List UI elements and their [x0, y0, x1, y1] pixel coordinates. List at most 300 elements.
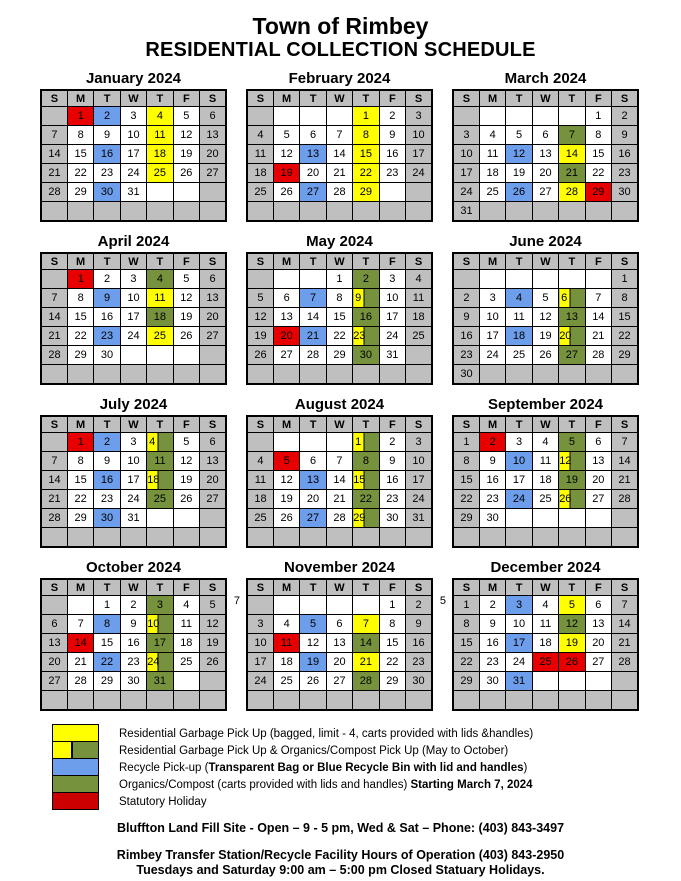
day-cell: 29: [67, 183, 93, 202]
day-cell: 17: [247, 653, 273, 672]
empty-cell: [585, 365, 611, 385]
day-cell: 25: [532, 490, 558, 509]
day-cell: 26: [532, 346, 558, 365]
day-cell: 8: [353, 126, 379, 145]
day-cell: 2: [94, 433, 120, 452]
weekday-header: F: [585, 253, 611, 270]
weekday-header: W: [532, 90, 558, 107]
day-cell: 30: [353, 346, 379, 365]
day-cell: 21: [326, 490, 352, 509]
day-cell: 13: [200, 452, 226, 471]
day-cell: 16: [453, 327, 479, 346]
empty-cell: [585, 691, 611, 711]
weekday-header: M: [479, 253, 505, 270]
month-table: [246, 415, 433, 548]
weekday-header: S: [406, 90, 432, 107]
empty-cell: [247, 528, 273, 548]
empty-cell: [200, 528, 226, 548]
legend-label: Residential Garbage Pick Up & Organics/Compost Pick Up (May to October): [119, 744, 509, 757]
empty-cell: [406, 365, 432, 385]
day-cell: 18: [173, 634, 199, 653]
day-cell: 30: [379, 509, 405, 528]
empty-cell: [326, 202, 352, 222]
day-cell: 25: [173, 653, 199, 672]
day-cell: 27: [585, 490, 611, 509]
day-cell: 23: [479, 490, 505, 509]
day-cell: 21: [585, 327, 611, 346]
day-cell: 21: [41, 164, 67, 183]
day-cell: 19: [532, 327, 558, 346]
empty-cell: [67, 202, 93, 222]
day-cell: 3: [479, 289, 505, 308]
empty-cell: [200, 183, 226, 202]
day-cell: 12: [559, 615, 585, 634]
day-cell: 7: [585, 289, 611, 308]
weekday-header: F: [173, 579, 199, 596]
day-cell: 21: [67, 653, 93, 672]
day-cell: 12: [273, 471, 299, 490]
empty-cell: [612, 528, 638, 548]
day-cell: 28: [585, 346, 611, 365]
empty-cell: [453, 270, 479, 289]
day-cell: 3: [506, 596, 532, 615]
month-table: [40, 89, 227, 222]
day-cell: 22: [353, 490, 379, 509]
empty-cell: [326, 528, 352, 548]
day-cell: 8: [67, 452, 93, 471]
empty-cell: [479, 691, 505, 711]
day-cell: 18: [147, 308, 173, 327]
weekday-header: T: [559, 416, 585, 433]
weekday-header: S: [612, 579, 638, 596]
weekday-header: T: [506, 416, 532, 433]
day-cell: 30: [479, 509, 505, 528]
weekday-header: T: [506, 90, 532, 107]
legend-item: [52, 759, 681, 776]
day-cell: 29: [453, 509, 479, 528]
day-cell: 11: [247, 471, 273, 490]
month-title: March 2024: [504, 70, 587, 88]
month-july: [40, 396, 227, 548]
weekday-header: F: [585, 416, 611, 433]
day-cell: 17: [120, 308, 146, 327]
month-title: July 2024: [99, 396, 168, 414]
day-cell: 6: [585, 596, 611, 615]
day-cell: 23: [453, 346, 479, 365]
day-cell: 16: [612, 145, 638, 164]
empty-cell: [326, 691, 352, 711]
empty-cell: [247, 270, 273, 289]
day-cell: 25: [506, 346, 532, 365]
day-cell: 4: [532, 596, 558, 615]
day-cell: 22: [353, 164, 379, 183]
day-cell: 21: [326, 164, 352, 183]
month-title: April 2024: [97, 233, 170, 251]
month-table: [452, 415, 639, 548]
day-cell: 4: [247, 126, 273, 145]
day-cell: 20: [532, 164, 558, 183]
day-cell: 13: [300, 145, 326, 164]
day-cell: 29: [326, 346, 352, 365]
weekday-header: S: [247, 90, 273, 107]
day-cell: 18: [273, 653, 299, 672]
day-cell: 7: [67, 615, 93, 634]
day-cell: 2: [406, 596, 432, 615]
weekday-header: F: [379, 416, 405, 433]
day-cell: 13: [41, 634, 67, 653]
day-cell: 6: [200, 107, 226, 126]
day-cell: 7: [326, 452, 352, 471]
day-cell: 10: [453, 145, 479, 164]
day-cell: 21: [353, 653, 379, 672]
month-table: [246, 578, 433, 711]
day-cell: 14: [41, 471, 67, 490]
day-cell: 7: [326, 126, 352, 145]
day-cell: 10: [506, 452, 532, 471]
day-cell: 4: [479, 126, 505, 145]
day-cell: 19: [200, 634, 226, 653]
empty-cell: [41, 202, 67, 222]
day-cell: 12: [559, 452, 585, 471]
empty-cell: [120, 365, 146, 385]
day-cell: 27: [200, 490, 226, 509]
day-cell: 22: [453, 490, 479, 509]
day-cell: 17: [147, 634, 173, 653]
day-cell: 29: [67, 509, 93, 528]
month-june: [452, 233, 639, 385]
day-cell: 3: [379, 270, 405, 289]
weekday-header: S: [41, 90, 67, 107]
weekday-header: T: [559, 579, 585, 596]
day-cell: 11: [532, 615, 558, 634]
day-cell: 19: [173, 145, 199, 164]
empty-cell: [67, 596, 93, 615]
day-cell: 19: [173, 308, 199, 327]
empty-cell: [200, 672, 226, 691]
empty-cell: [453, 691, 479, 711]
day-cell: 19: [273, 490, 299, 509]
day-cell: 15: [67, 308, 93, 327]
day-cell: 23: [379, 164, 405, 183]
empty-cell: [353, 528, 379, 548]
day-cell: 6: [300, 126, 326, 145]
empty-cell: [247, 691, 273, 711]
day-cell: 4: [173, 596, 199, 615]
month-january: [40, 70, 227, 222]
day-cell: 15: [94, 634, 120, 653]
empty-cell: [273, 107, 299, 126]
month-february: [246, 70, 433, 222]
day-cell: 26: [506, 183, 532, 202]
day-cell: 26: [273, 183, 299, 202]
day-cell: 28: [41, 183, 67, 202]
empty-cell: [379, 528, 405, 548]
empty-cell: [147, 183, 173, 202]
day-cell: 15: [453, 471, 479, 490]
weekday-header: F: [585, 579, 611, 596]
weekday-header: M: [67, 90, 93, 107]
day-cell: 28: [41, 346, 67, 365]
month-november: [246, 559, 446, 711]
weekday-header: T: [147, 90, 173, 107]
weekday-header: S: [200, 416, 226, 433]
day-cell: 14: [612, 452, 638, 471]
legend-label: Recycle Pick-up (Transparent Bag or Blue Recycle Bin with lid and handles): [119, 761, 528, 774]
empty-cell: [300, 202, 326, 222]
empty-cell: [147, 365, 173, 385]
day-cell: 13: [585, 615, 611, 634]
town-title: Town of Rimbey: [252, 13, 429, 39]
empty-cell: [273, 691, 299, 711]
empty-cell: [200, 691, 226, 711]
empty-cell: [326, 596, 352, 615]
weekday-header: T: [300, 416, 326, 433]
empty-cell: [353, 365, 379, 385]
day-cell: 18: [532, 471, 558, 490]
empty-cell: [247, 365, 273, 385]
empty-cell: [559, 528, 585, 548]
day-cell: 29: [353, 183, 379, 202]
empty-cell: [585, 509, 611, 528]
month-title: January 2024: [85, 70, 182, 88]
weekday-header: T: [147, 253, 173, 270]
weekday-header: S: [247, 253, 273, 270]
day-cell: 30: [94, 509, 120, 528]
day-cell: 8: [67, 126, 93, 145]
day-cell: 6: [300, 452, 326, 471]
empty-cell: [379, 183, 405, 202]
empty-cell: [300, 365, 326, 385]
day-cell: 24: [247, 672, 273, 691]
day-cell: 30: [94, 183, 120, 202]
month-table: [40, 578, 227, 711]
empty-cell: [300, 270, 326, 289]
empty-cell: [173, 672, 199, 691]
empty-cell: [120, 528, 146, 548]
day-cell: 10: [120, 289, 146, 308]
day-cell: 23: [94, 490, 120, 509]
day-cell: 27: [273, 346, 299, 365]
day-cell: 9: [94, 289, 120, 308]
day-cell: 14: [326, 471, 352, 490]
empty-cell: [479, 365, 505, 385]
weekday-header: W: [120, 253, 146, 270]
empty-cell: [173, 346, 199, 365]
day-cell: 7: [353, 615, 379, 634]
day-cell: 24: [453, 183, 479, 202]
day-cell: 8: [585, 126, 611, 145]
empty-cell: [147, 528, 173, 548]
empty-cell: [120, 202, 146, 222]
empty-cell: [453, 107, 479, 126]
weekday-header: M: [67, 253, 93, 270]
month-october: [40, 559, 240, 711]
day-cell: 15: [67, 145, 93, 164]
day-cell: 11: [147, 289, 173, 308]
day-cell: 26: [173, 327, 199, 346]
day-cell: 24: [406, 490, 432, 509]
day-cell: 29: [585, 183, 611, 202]
month-title: August 2024: [294, 396, 385, 414]
day-cell: 26: [559, 490, 585, 509]
weekday-header: T: [300, 579, 326, 596]
day-cell: 10: [247, 634, 273, 653]
month-august: [246, 396, 433, 548]
day-cell: 13: [200, 126, 226, 145]
day-cell: 20: [326, 653, 352, 672]
day-cell: 25: [532, 653, 558, 672]
empty-cell: [173, 509, 199, 528]
day-cell: 7: [612, 596, 638, 615]
day-cell: 14: [41, 145, 67, 164]
day-cell: 5: [506, 126, 532, 145]
month-table: [40, 415, 227, 548]
month-september: [452, 396, 639, 548]
empty-cell: [453, 528, 479, 548]
day-cell: 26: [300, 672, 326, 691]
empty-cell: [41, 433, 67, 452]
empty-cell: [147, 202, 173, 222]
day-cell: 31: [120, 183, 146, 202]
day-cell: 5: [173, 270, 199, 289]
empty-cell: [612, 509, 638, 528]
day-cell: 10: [406, 126, 432, 145]
day-cell: 17: [406, 145, 432, 164]
weekday-header: M: [479, 416, 505, 433]
month-april: [40, 233, 227, 385]
month-may: [246, 233, 433, 385]
empty-cell: [585, 528, 611, 548]
weekday-header: F: [173, 416, 199, 433]
day-cell: 8: [67, 289, 93, 308]
empty-cell: [559, 202, 585, 222]
day-cell: 20: [200, 308, 226, 327]
weekday-header: S: [247, 416, 273, 433]
empty-cell: [273, 433, 299, 452]
weekday-header: S: [612, 253, 638, 270]
day-cell: 13: [585, 452, 611, 471]
empty-cell: [559, 691, 585, 711]
day-cell: 21: [41, 490, 67, 509]
empty-cell: [326, 107, 352, 126]
weekday-header: S: [200, 253, 226, 270]
day-cell: 6: [326, 615, 352, 634]
day-cell: 9: [479, 615, 505, 634]
weekday-header: S: [453, 416, 479, 433]
day-cell: 1: [94, 596, 120, 615]
weekday-header: S: [453, 579, 479, 596]
weekday-header: W: [120, 416, 146, 433]
empty-cell: [532, 528, 558, 548]
day-cell: 1: [453, 596, 479, 615]
empty-cell: [67, 365, 93, 385]
day-cell: 21: [612, 634, 638, 653]
legend-item: [52, 742, 681, 759]
day-cell: 17: [479, 327, 505, 346]
day-cell: 28: [612, 653, 638, 672]
weekday-header: T: [506, 579, 532, 596]
empty-cell: [379, 365, 405, 385]
day-cell: 5: [300, 615, 326, 634]
day-cell: 13: [273, 308, 299, 327]
weekday-header: M: [479, 579, 505, 596]
empty-cell: [406, 691, 432, 711]
day-cell: 9: [379, 126, 405, 145]
day-cell: 1: [67, 107, 93, 126]
day-cell: 5: [273, 126, 299, 145]
day-cell: 12: [300, 634, 326, 653]
day-cell: 1: [612, 270, 638, 289]
day-cell: 28: [67, 672, 93, 691]
day-cell: 4: [532, 433, 558, 452]
day-cell: 8: [612, 289, 638, 308]
day-cell: 18: [247, 490, 273, 509]
day-cell: 30: [406, 672, 432, 691]
day-cell: 24: [479, 346, 505, 365]
empty-cell: [173, 691, 199, 711]
day-cell: 26: [559, 653, 585, 672]
weekday-header: S: [41, 253, 67, 270]
legend: [52, 725, 681, 810]
day-cell: 23: [612, 164, 638, 183]
day-cell: 27: [300, 183, 326, 202]
day-cell: 30: [479, 672, 505, 691]
weekday-header: W: [326, 416, 352, 433]
day-cell: 29: [94, 672, 120, 691]
day-cell: 2: [353, 270, 379, 289]
day-cell: 6: [200, 270, 226, 289]
weekday-header: W: [120, 579, 146, 596]
empty-cell: [41, 365, 67, 385]
day-cell: 12: [200, 615, 226, 634]
legend-item: [52, 725, 681, 742]
day-cell: 24: [506, 490, 532, 509]
weekday-header: F: [173, 253, 199, 270]
empty-cell: [247, 433, 273, 452]
empty-cell: [532, 107, 558, 126]
day-cell: 30: [453, 365, 479, 385]
weekday-header: W: [120, 90, 146, 107]
empty-cell: [300, 528, 326, 548]
weekday-header: S: [453, 253, 479, 270]
day-cell: 22: [585, 164, 611, 183]
month-table: [246, 89, 433, 222]
day-cell: 12: [173, 452, 199, 471]
day-cell: 12: [532, 308, 558, 327]
legend-label: Organics/Compost (carts provided with lids and handles) Starting March 7, 2024: [119, 778, 533, 791]
month-title: September 2024: [487, 396, 604, 414]
day-cell: 28: [612, 490, 638, 509]
day-cell: 15: [326, 308, 352, 327]
month-title: February 2024: [288, 70, 391, 88]
empty-cell: [300, 433, 326, 452]
day-cell: 23: [479, 653, 505, 672]
day-cell: 7: [41, 452, 67, 471]
empty-cell: [479, 528, 505, 548]
day-cell: 7: [612, 433, 638, 452]
empty-cell: [506, 528, 532, 548]
month-title: December 2024: [490, 559, 601, 577]
day-cell: 5: [173, 433, 199, 452]
day-cell: 16: [406, 634, 432, 653]
day-cell: 9: [406, 615, 432, 634]
day-cell: 16: [379, 471, 405, 490]
empty-cell: [273, 202, 299, 222]
day-cell: 30: [612, 183, 638, 202]
weekday-header: W: [532, 416, 558, 433]
empty-cell: [479, 270, 505, 289]
day-cell: 6: [559, 289, 585, 308]
